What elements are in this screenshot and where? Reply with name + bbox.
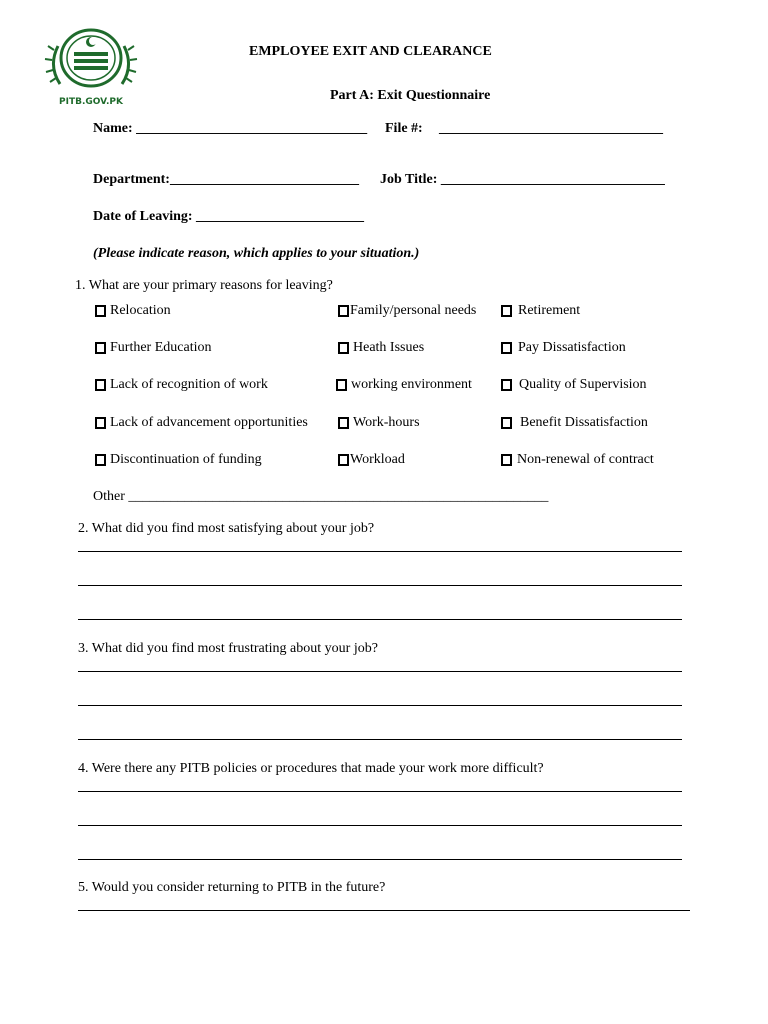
question-1: 1. What are your primary reasons for leaving? bbox=[75, 278, 333, 293]
option-heath-issues[interactable]: Heath Issues bbox=[338, 340, 424, 356]
option-discontinuation-of-funding[interactable]: Discontinuation of funding bbox=[95, 452, 262, 468]
answer-line[interactable] bbox=[78, 791, 682, 792]
option-quality-of-supervision[interactable]: Quality of Supervision bbox=[501, 377, 647, 393]
answer-line[interactable] bbox=[78, 910, 690, 911]
checkbox[interactable] bbox=[338, 342, 349, 354]
checkbox[interactable] bbox=[501, 379, 512, 391]
file-number-label: File #: bbox=[385, 121, 423, 136]
checkbox[interactable] bbox=[95, 454, 106, 466]
checkbox[interactable] bbox=[501, 454, 512, 466]
form-title: EMPLOYEE EXIT AND CLEARANCE bbox=[249, 44, 492, 59]
checkbox[interactable] bbox=[95, 379, 106, 391]
checkbox[interactable] bbox=[338, 454, 349, 466]
file-number-field[interactable]: ________________________________ bbox=[439, 121, 663, 136]
pitb-logo bbox=[38, 26, 144, 110]
question-3: 3. What did you find most frustrating about your job? bbox=[78, 641, 378, 656]
form-subtitle: Part A: Exit Questionnaire bbox=[330, 88, 491, 103]
checkbox[interactable] bbox=[95, 305, 106, 317]
option-work-hours[interactable]: Work-hours bbox=[338, 415, 420, 431]
option-lack-of-recognition[interactable]: Lack of recognition of work bbox=[95, 377, 268, 393]
checkbox[interactable] bbox=[336, 379, 347, 391]
checkbox[interactable] bbox=[501, 305, 512, 317]
option-benefit-dissatisfaction[interactable]: Benefit Dissatisfaction bbox=[501, 415, 648, 431]
answer-line[interactable] bbox=[78, 705, 682, 706]
option-retirement[interactable]: Retirement bbox=[501, 303, 580, 319]
answer-line[interactable] bbox=[78, 551, 682, 552]
logo-text: PITB.GOV.PK bbox=[59, 97, 123, 107]
option-relocation[interactable]: Relocation bbox=[95, 303, 171, 319]
checkbox[interactable] bbox=[501, 417, 512, 429]
other-reason-field[interactable]: Other ____________________________________________________________ bbox=[93, 489, 549, 504]
answer-line[interactable] bbox=[78, 585, 682, 586]
checkbox[interactable] bbox=[95, 417, 106, 429]
department-field[interactable]: Department:___________________________ bbox=[93, 172, 359, 187]
answer-line[interactable] bbox=[78, 671, 682, 672]
date-of-leaving-field[interactable]: Date of Leaving: ________________________ bbox=[93, 209, 365, 224]
checkbox[interactable] bbox=[338, 305, 349, 317]
answer-line[interactable] bbox=[78, 825, 682, 826]
option-further-education[interactable]: Further Education bbox=[95, 340, 211, 356]
option-workload[interactable]: Workload bbox=[338, 452, 405, 468]
option-pay-dissatisfaction[interactable]: Pay Dissatisfaction bbox=[501, 340, 626, 356]
checkbox[interactable] bbox=[338, 417, 349, 429]
question-5: 5. Would you consider returning to PITB in the future? bbox=[78, 880, 386, 895]
answer-line[interactable] bbox=[78, 619, 682, 620]
option-family-personal-needs[interactable]: Family/personal needs bbox=[338, 303, 476, 319]
name-field[interactable]: Name: _________________________________ bbox=[93, 121, 368, 136]
checkbox[interactable] bbox=[501, 342, 512, 354]
instruction-text: (Please indicate reason, which applies to your situation.) bbox=[93, 246, 420, 261]
answer-line[interactable] bbox=[78, 739, 682, 740]
option-non-renewal-of-contract[interactable]: Non-renewal of contract bbox=[501, 452, 654, 468]
option-working-environment[interactable]: working environment bbox=[336, 377, 472, 393]
checkbox[interactable] bbox=[95, 342, 106, 354]
question-2: 2. What did you find most satisfying about your job? bbox=[78, 521, 375, 536]
job-title-field[interactable]: Job Title: ________________________________ bbox=[380, 172, 665, 187]
answer-line[interactable] bbox=[78, 859, 682, 860]
question-4: 4. Were there any PITB policies or procedures that made your work more difficult? bbox=[78, 761, 544, 776]
option-lack-of-advancement[interactable]: Lack of advancement opportunities bbox=[95, 415, 308, 431]
